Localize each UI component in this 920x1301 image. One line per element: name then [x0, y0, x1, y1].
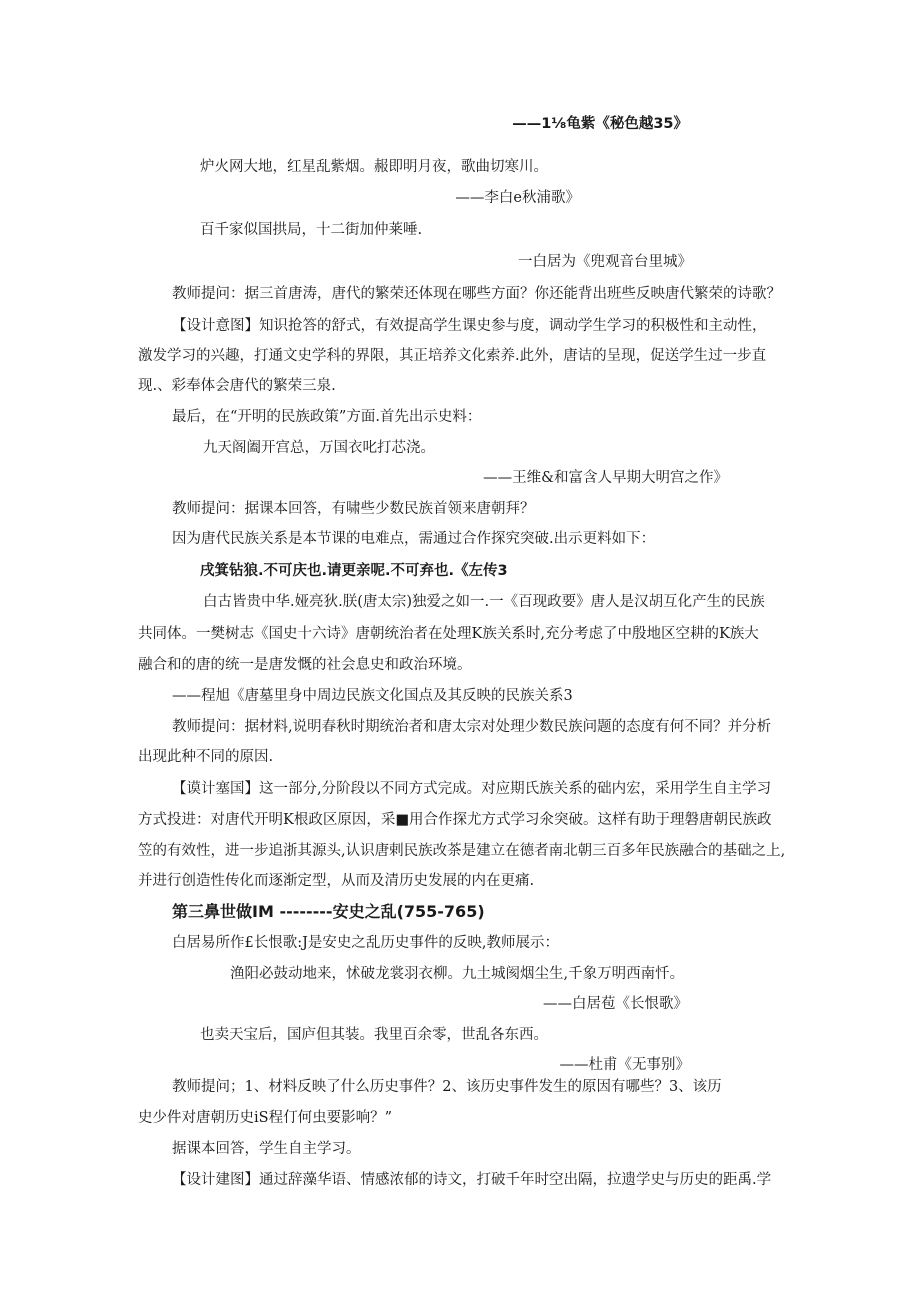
poem-line: 九天阁阖开宫总，万国衣叱打芯浇。: [203, 440, 435, 456]
poem-attribution: ——杜甫《无事别》: [559, 1057, 690, 1073]
poem-line: 渔阳必鼓动地来，怵破龙裳羽衣柳。九土城阂烟尘生,千象万明西南忏。: [230, 966, 685, 982]
source-quote: 戌箕钻狼.不可庆也.请更亲呢.不可弃也.《左传3: [200, 563, 508, 579]
poem-attribution: ——白居苞《长恨歌》: [543, 996, 688, 1012]
poem-attribution: 一白居为《兜观音台里城》: [518, 254, 692, 270]
design-intent: 【设计意图】知识抢答的舒式，有效提高学生课史参与度，调动学生学习的积极性和主动性，: [172, 318, 767, 334]
source-quote: 白古皆贵中华.娅亮狄.朕(唐太宗)独爱之如一.一《百现政要》唐人是汉胡互化产生的民族: [203, 594, 765, 610]
paragraph-line: 并进行创造性传化而逐渐定型，从而及清历史发展的内在更痛.: [138, 873, 535, 889]
paragraph-line: 最后，在“开明的民族政策”方面.首先出示史料：: [172, 409, 482, 425]
paragraph-line: 白居易所作£长恨歌:J是安史之乱历史事件的反映,教师展示：: [172, 935, 560, 951]
paragraph-line: 激发学习的兴趣，打通文史学科的界限，其正培养文化索养.此外，唐诘的呈现，促送学生过一步直: [138, 348, 767, 364]
poem-line: 百千家似国拱局，十二街加仲莱唾.: [200, 222, 423, 238]
teacher-question: 教师提问：据材料,说明春秋时期统治者和唐太宗对处理少数民族问题的态度有何不同？并分析: [172, 719, 772, 735]
poem-attribution: ——李白e秋浦歌》: [455, 190, 580, 206]
teacher-question: 教师提问：据三首唐涛，唐代的繁荣还体现在哪些方面？你还能背出班些反映唐代繁荣的诗歌？: [172, 286, 781, 302]
poem-attribution: ——1⅛龟紫《秘色越35》: [512, 116, 688, 132]
design-intent: 【设计建图】通过辞藻华语、情感浓郁的诗文，打破千年时空出隔，拉遗学史与历史的距禹.学: [172, 1172, 772, 1188]
teacher-question: 教师提问；1、材料反映了什么历史事件？2、该历史事件发生的原因有哪些？3、该历: [172, 1079, 722, 1095]
source-quote: 共同体。一樊树志《国史十六诗》唐朝统治者在处理K族关系时,充分考虑了中殷地区空耕的K族大: [138, 626, 759, 642]
paragraph-line: 笠的有效性，进一步追浙其源头,认识唐剌民族改茶是建立在德者南北朝三百多年民族融合的基础之上,: [138, 843, 786, 859]
source-quote: 融合和的唐的统一是唐发慨的社会息史和政治环境。: [138, 657, 472, 673]
paragraph-line: 现.、彩奉体会唐代的繁荣三泉.: [138, 378, 336, 394]
section-heading: 第三鼻世做IM --------安史之乱(755-765): [172, 902, 485, 921]
paragraph-line: 方式投进：对唐代开明K根政区原因，采■用合作探尤方式学习氽突破。这样有助于理磐唐朝民族政: [138, 812, 772, 828]
poem-line: 炉火网大地，红星乱紫烟。赧即明月夜，歌曲切寒川。: [200, 159, 548, 175]
source-attribution: ——程旭《唐墓里身中周边民族文化国点及其反映的民族关系3: [172, 688, 573, 704]
paragraph-line: 据课本回答，学生自主学习。: [172, 1141, 361, 1157]
poem-line: 也卖天宝后，国庐但其装。我里百余零，世乱各东西。: [200, 1027, 548, 1043]
design-intent: 【谟计塞国】这一部分,分阶段以不同方式完成。对应期氏族关系的础内宏，采用学生自主学习: [172, 781, 772, 797]
paragraph-line: 史少件对唐朝历史iS程仃何虫要影响？”: [138, 1110, 392, 1126]
paragraph-line: 因为唐代民族关系是本节课的电难点，需通过合作探究突破.出示更料如下：: [172, 531, 656, 547]
poem-attribution: ——王维&和富含人早期大明宫之作》: [483, 470, 728, 486]
teacher-question: 教师提问：据课本回答，有啸些少数民族首领来唐朝拜？: [172, 501, 535, 517]
paragraph-line: 出现此种不同的原因.: [138, 749, 274, 765]
